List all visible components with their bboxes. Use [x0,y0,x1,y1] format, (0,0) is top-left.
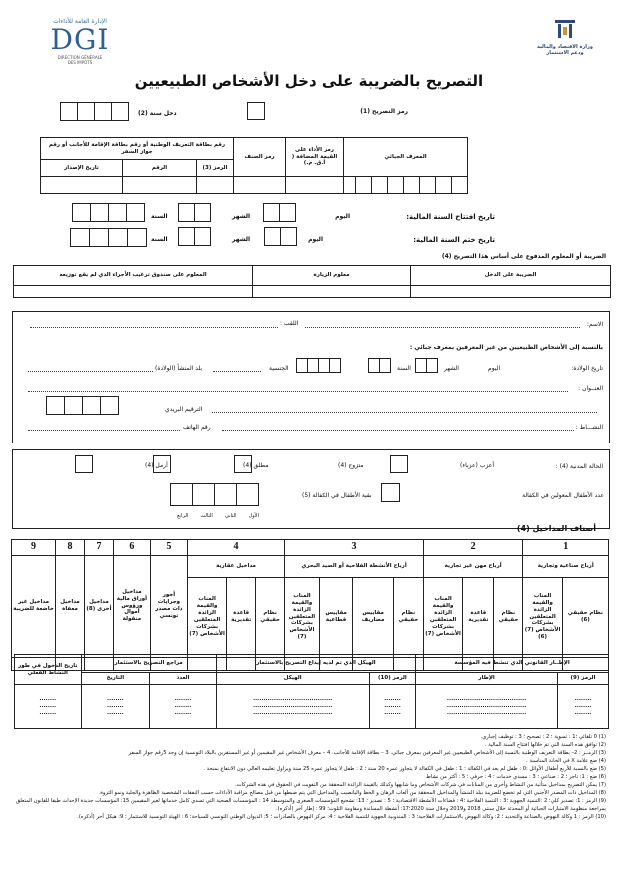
footnote-1: (1) 0 تلقائي ؛1 : تسوية ؛ 2 : تصحيح ؛ 3 : توظيف إجباري. [480,734,606,740]
entry-date-header: تاريخ الدخول في طور النشاط الفعلي [15,655,82,685]
children-count-box[interactable] [381,483,400,502]
footnote-9: (9) الرمز : 1: تصدير كلي؛ 2 :التنمية الجهوية ؛3 : التنمية الفلاحية ؛4 : فضاءات الأنشطة الاقتصادية ؛ 5 : تصدير ؛ 13: تشجيع المؤسسات الصغرى والمتوسطة 14 : المؤسسات الصحية التي تسدي كامل خدماتها لغير المقيمين 15: المؤسسات جديدة الإحداث طبقا للقانون المتعلق بمراجعة منظومة الامتيازات الجبائية أو المحدثة خلال سنتي 2018 و2019 وخلال سنة 2020؛17: أنشطة المساندة ومقاومة التلوث؛ 99 : إطار آخر (أذكره). [15,798,606,812]
ref-date-input[interactable]: ........ ........ ........ [81,685,150,729]
cat-4-number: 4 [187,540,284,556]
nationality-field[interactable] [213,371,261,372]
cat-4-estimated-base: قاعدة تقديرية [227,577,256,657]
visit-fee-input[interactable] [253,286,411,298]
footnote-5: (5) ضع بالنسبة للأربع أطفال الأوائل :0 : طفل لم يعد في الكفالة ؛ 1 : طفل في الكفالة لا يتجاوز عمره 20 سنة ؛ 2 : طفل لا يتجاوز عمره 25 سنة ويزاول تعليمه العالي دون الانتفاع بمنحة . [203,766,606,772]
postal-code-boxes[interactable] [47,396,119,415]
fiscal-opening-day-boxes[interactable] [264,203,296,222]
id-code-header: الرمز (3) [197,160,234,177]
divorced-label: مطلق (4) [243,462,269,469]
id-number-header: الرقم [123,160,197,177]
income-types-table [11,539,609,671]
code-10-header: الرمز (10) [369,673,416,685]
category-code-input[interactable] [234,177,286,194]
postal-code-line [212,412,597,413]
cat-1-number: 1 [523,540,609,556]
cat-2-estimated-base: قاعدة تقديرية [463,577,494,657]
children-boxes[interactable] [171,483,259,506]
tax-paid-heading: الضريبة أو المعلوم المدفوع على أساس هذا التصريح (4) [441,253,606,260]
tax-id-digit[interactable] [404,177,420,194]
income-year-label: دخل سنة (2) [138,110,177,117]
id-issue-date-header: تاريخ الإصدار [41,160,123,177]
employee-fund-input[interactable] [14,286,253,298]
framework-input[interactable]: ...................................... ...................................... ...................................... [416,685,558,729]
cat-6-number: 6 [113,540,150,556]
cat-4-real-regime: نظام حقيقي [256,577,285,657]
id-card-header: رقم بطاقة التعريف الوطنية أو رقم بطاقة الإقامة للأجانب أو رقم جواز السفر [41,138,234,160]
code-9-header: الرمز (9) [558,673,609,685]
cat-2-real-regime: نظام حقيقي [494,577,523,657]
phone-field[interactable] [28,430,180,431]
code-10-input[interactable]: ........ ........ ........ [369,685,416,729]
cat-5-title: أجور وجرايات ذات مصدر تونسي [150,555,187,657]
cat-1-title: أرباح صناعية وتجارية [523,555,609,577]
footnote-4: (4) ضع علامة X في الخانة المناسبة . [526,758,606,764]
ministry-logo-line1: وزارة الاقتصاد والمالية [536,44,593,50]
birth-year-boxes[interactable] [297,358,341,373]
tax-id-digit[interactable] [344,177,356,194]
birth-country-field[interactable] [28,371,153,372]
cat-3-title: أرباح الأنشطة الفلاحية أو الصيد البحري [285,555,424,577]
address-label: العنــوان : [578,385,603,392]
cat-1-partnership-share: المناب والقيمة الزائدة المتعلقين بشركات الأشخاص (7) (6) [523,577,562,657]
fiscal-opening-year-label: السنة [151,213,168,220]
cat-3-partnership-share: المناب والقيمة الزائدة المتعلقين بشركات الأشخاص (7) [285,577,320,657]
cat-2-title: أرباح مهن غير تجارية [423,555,522,577]
nationality-label: الجنسية [269,365,289,372]
tax-id-digit[interactable] [372,177,388,194]
tax-id-digit[interactable] [420,177,436,194]
child-3-label: الثالث [200,513,213,519]
remaining-children-label: بقية الأطفال في الكفالة (5) [302,492,372,499]
child-1-label: الأول [248,513,259,519]
phone-label: رقم الهاتف [183,424,211,431]
ministry-column-icon [553,18,577,40]
activity-field[interactable] [222,430,574,431]
employee-fund-header: المعلوم على صندوق ترغيب الأجراء الذي لم يقع توزيعه [14,266,253,286]
identity-section [12,311,610,443]
visit-fee-header: معلوم الزيارة [253,266,411,286]
fiscal-opening-day-label: اليوم [335,213,350,220]
structure-header: الهيكل الذي تم لديه إيداع التصريح بالاستثمار [216,655,415,673]
children-count-label: عدد الأطفال المعولين في الكفالة [522,492,604,499]
structure-input[interactable]: ...................................... ...................................... ...................................... [216,685,369,729]
birth-day-label: اليوم [488,365,501,372]
married-label: متزوج (4) [338,462,364,469]
footnote-8: (8) المداخيل ذات المصدر الأجنبي التي لم تخضع للضريبة ببلد المنشأ والمداخيل المحققة من ألعاب الرهان و الحظ واليانصيب والمداخيل التي يتم ضبطها من قبل مصالح مراقبة الأداءات حسب النفقات الشخصية الظاهرة والجلية ونمو الثروة. [98,790,606,796]
vat-code-header: رمز الأداء على القيمة المضافة ( أ.ق. م.) [286,138,344,177]
identification-table [40,137,468,194]
cat-2-number: 2 [423,540,522,556]
postal-code-label: الترقيم البريدي [165,406,203,413]
income-tax-header: الضريبة على الدخل [411,266,611,286]
tax-id-header: المعرف الجبائي [344,138,468,177]
income-year-boxes[interactable] [61,102,129,121]
dgi-logo [40,18,120,65]
footnote-7: (7) يمكن التصريح بمداخيل متأتية من النشاط وأخرى من المنابات في شركات الأشخاص وما شابهها وكذلك بالقيمة الزائدة المحققة من التفويت في الحقوق في هذه الشركات. [235,782,606,788]
structure-col-header: الهيكل [216,673,369,685]
ref-number-input[interactable]: ........ ........ ........ [150,685,216,729]
widowed-checkbox[interactable] [75,455,93,473]
cat-5-number: 5 [150,540,187,556]
ministry-logo [530,18,600,56]
tax-id-digit[interactable] [356,177,372,194]
fiscal-opening-month-label: الشهر [232,213,251,220]
declaration-code-label: رمز التصريح (1) [360,108,408,115]
footnote-2: (2) توافق هذه السنة التي تم خلالها افتتاح السنة المالية . [484,742,606,748]
child-4-label: الرابع [177,513,189,519]
footnote-3: (3) الرمــز : 2– بطاقة التعريف الوطنية بالنسبة إلى الأشخاص الطبيعيين غير المعرفين بمعرف جبائي. 3 – بطاقة الإقامة للأجانب. 4 – معرف الأشخاص غير المقيمين أو غير المستقرين بالبلاد التونسية إن وجد 5رقم جواز السفر [128,750,606,756]
footnote-6: (6) ضع : 1: تاجر ؛ 2 : صناعي ؛ 3 : مسدي خدمات ؛ 4 : حرفي ؛ 5 : أكثر من نشاط [426,774,606,780]
birth-day-boxes[interactable] [416,358,438,373]
child-2-label: الثاني [224,513,237,519]
id-number-input[interactable] [123,177,197,194]
birth-country-label: بلد المنشأ (الولادة) [155,365,203,372]
address-field[interactable] [28,391,568,392]
footnote-10: (10) الرمز : 1 وكالة النهوض بالصناعة والتجديد ؛ 2: وكالة النهوض بالاستثمارات الفلاحية؛ 3 : المندوبية الجهوية للتنمية الفلاحية ؛ 4: مركز النهوض بالصادرات ؛ 5: الديوان الوطني التونسي للسياحة؛ 6 : الهيئة التونسية للاستثمار ؛ 9: هيكل آخر (أذكره). [77,814,606,820]
income-tax-input[interactable] [411,286,611,298]
legal-framework-header: الإطــار القانوني الذي تنشط فيه المؤسسة [416,655,609,673]
fiscal-opening-year-boxes[interactable] [73,203,145,222]
cat-3-expense-criteria: مقاييس مصاريف [353,577,393,657]
id-code-input[interactable] [197,177,234,194]
non-identified-heading: بالنسبة إلى الأشخاص الطبيعيين من غير المعرفين بمعرف جبائي : [409,344,603,351]
activity-label: النشـــاط : [575,424,603,431]
cat-6-title: مداخيل أوراق مالية ورؤوس أموال منقولة [113,555,150,657]
fiscal-closing-day-label: اليوم [308,236,323,243]
cat-8-title: مداخيل معفاة [56,555,85,657]
cat-9-number: 9 [12,540,56,556]
fiscal-closing-month-label: الشهر [232,236,251,243]
first-name-field[interactable] [305,327,580,328]
tax-id-digit[interactable] [388,177,404,194]
cat-9-title: مداخيل غير خاضعة للضريبة [12,555,56,657]
widowed-label: أرمل (4) [145,462,168,469]
last-name-field[interactable] [30,327,278,328]
cat-8-number: 8 [56,540,85,556]
first-name-label: الاسم: [586,321,603,328]
dgi-logo-arabic: الإدارة العامة للأداءات [53,18,107,25]
cat-7-title: مداخيل أخرى (8) [84,555,113,657]
fiscal-closing-label: تاريخ ختم السنة المالية: [413,236,495,244]
ref-number-header: العدد [150,673,216,685]
cat-7-number: 7 [84,540,113,556]
cat-1-real-regime: نظام حقيقي (6) [562,577,608,657]
fiscal-closing-year-label: السنة [151,236,168,243]
birth-year-label: السنة [397,365,411,372]
declaration-code-box[interactable] [247,102,265,120]
legal-framework-table [14,654,609,729]
child-order-labels [171,513,265,519]
dgi-logo-french-2: DES IMPÔTS [67,60,93,65]
fiscal-closing-month-boxes[interactable] [179,227,211,246]
fiscal-opening-label: تاريخ افتتاح السنة المالية: [406,213,495,221]
fiscal-closing-day-boxes[interactable] [265,227,297,246]
tax-id-digit[interactable] [452,177,468,194]
birth-date-label: تاريخ الولادة: [571,365,603,372]
tax-paid-table [13,265,611,298]
cat-3-sector-criteria: مقاييس قطاعية [319,577,353,657]
income-types-heading: أصناف المداخيل (4) [516,524,596,533]
cat-3-real-regime: نظام حقيقي [393,577,423,657]
civil-status-section [12,449,610,529]
tax-id-digit[interactable] [436,177,452,194]
fiscal-opening-month-boxes[interactable] [179,203,211,222]
cat-3-number: 3 [285,540,424,556]
single-label: أعزب (عزباء) [460,462,495,469]
category-code-header: رمز الصنف [234,138,286,177]
code-9-input[interactable]: ........ ........ ........ [558,685,609,729]
entry-date-input[interactable]: ........ ........ ........ [15,685,82,729]
framework-header: الإطار [416,673,558,685]
birth-month-label: الشهر [444,365,459,372]
footnotes [6,733,606,821]
id-issue-date-input[interactable] [41,177,123,194]
investment-references-header: مراجع التصريح بالاستثمار [81,655,216,673]
cat-4-title: مداخيل عقارية [187,555,284,577]
fiscal-closing-year-boxes[interactable] [71,228,147,247]
page-title: التصريح بالضريبة على دخل الأشخاص الطبيعيين [134,72,484,90]
cat-4-partnership-share: المناب والقيمة الزائدة المتعلقين بشركات الأشخاص (7) [187,577,226,657]
birth-month-boxes[interactable] [369,358,391,373]
dgi-logo-mark: DGI [50,23,110,56]
single-checkbox[interactable] [390,455,408,473]
cat-2-partnership-share: المناب والقيمة الزائدة المتعلقين بشركات الأشخاص (7) [423,577,462,657]
ministry-logo-line2: ودعم الاستثمار [546,50,584,56]
vat-code-input[interactable] [286,177,344,194]
civil-status-label: الحالة المدنية (4) : [555,463,603,470]
ref-date-header: التاريخ [81,673,150,685]
dgi-logo-french-1: DIRECTION GÉNÉRALE [57,55,103,60]
last-name-label: اللقب : [280,320,299,327]
